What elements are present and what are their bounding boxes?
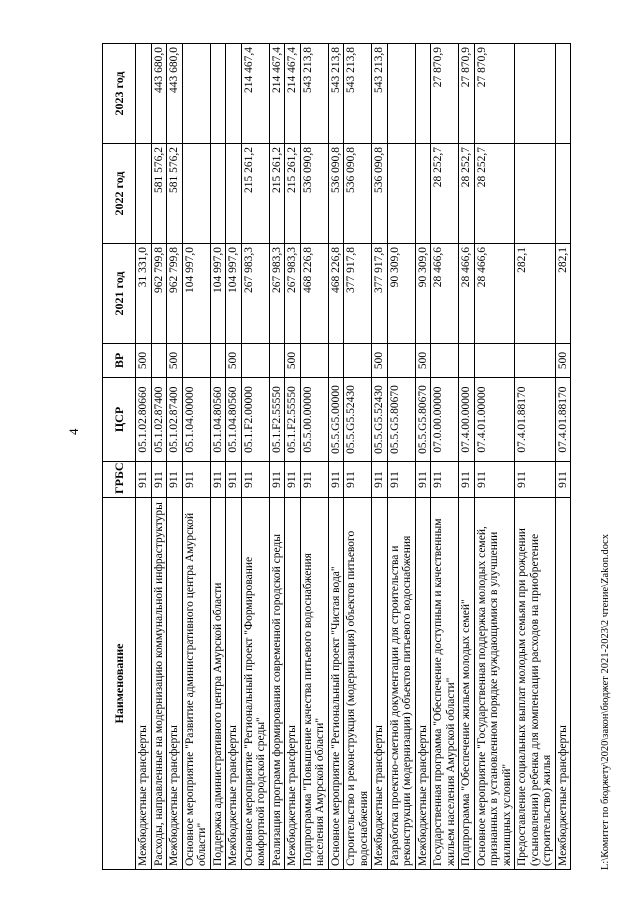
cell-y2023 xyxy=(415,44,431,144)
cell-y2023: 543 213,8 xyxy=(372,44,388,144)
header-2022: 2022 год xyxy=(103,144,136,244)
cell-grbs: 911 xyxy=(226,462,242,498)
cell-name: Основное мероприятие "Государственная поддержка молодых семей, признанных в установленном порядке нуждающимися в улучшении жилищных условий" xyxy=(474,498,515,870)
cell-y2023: 27 870,9 xyxy=(431,44,459,144)
cell-y2022: 536 090,8 xyxy=(328,144,344,244)
cell-y2021: 267 983,3 xyxy=(241,244,269,344)
cell-y2022: 215 261,2 xyxy=(269,144,285,244)
cell-y2023 xyxy=(226,44,242,144)
table-row xyxy=(515,44,556,870)
budget-table xyxy=(102,43,571,870)
cell-name: Реализация программ формирования современной городской среды xyxy=(269,498,285,870)
table-row xyxy=(269,44,285,870)
cell-csr: 05.5.G5.80670 xyxy=(415,378,431,462)
cell-vr xyxy=(210,344,226,378)
cell-name: Государственная программа "Обеспечение доступным и качественным жильем населения Амурской области" xyxy=(431,498,459,870)
cell-vr xyxy=(328,344,344,378)
cell-grbs: 911 xyxy=(210,462,226,498)
cell-grbs: 911 xyxy=(300,462,328,498)
cell-name: Подпрограмма "Обеспечение жильем молодых семей" xyxy=(459,498,475,870)
cell-y2023: 27 870,9 xyxy=(459,44,475,144)
cell-name: Межбюджетные трансферты xyxy=(555,498,571,870)
cell-vr xyxy=(431,344,459,378)
cell-vr xyxy=(459,344,475,378)
cell-y2021: 104 997,0 xyxy=(226,244,242,344)
cell-vr xyxy=(241,344,269,378)
table-row xyxy=(182,44,210,870)
cell-y2021: 104 997,0 xyxy=(210,244,226,344)
cell-y2021: 267 983,3 xyxy=(269,244,285,344)
table-row xyxy=(344,44,372,870)
cell-vr xyxy=(151,344,167,378)
cell-y2023: 214 467,4 xyxy=(285,44,301,144)
cell-vr: 500 xyxy=(285,344,301,378)
cell-grbs: 911 xyxy=(474,462,515,498)
cell-y2021: 28 466,6 xyxy=(431,244,459,344)
cell-grbs: 911 xyxy=(285,462,301,498)
cell-grbs: 911 xyxy=(344,462,372,498)
cell-y2022 xyxy=(136,144,152,244)
cell-grbs: 911 xyxy=(269,462,285,498)
header-name: Наименование xyxy=(103,498,136,870)
cell-y2022: 581 576,2 xyxy=(151,144,167,244)
cell-vr: 500 xyxy=(555,344,571,378)
table-row xyxy=(167,44,183,870)
cell-y2022: 536 090,8 xyxy=(300,144,328,244)
table-row xyxy=(210,44,226,870)
cell-y2023 xyxy=(210,44,226,144)
cell-csr: 05.1.02.87400 xyxy=(167,378,183,462)
cell-y2022 xyxy=(182,144,210,244)
cell-csr: 05.1.02.87400 xyxy=(151,378,167,462)
cell-y2022: 215 261,2 xyxy=(285,144,301,244)
cell-vr: 500 xyxy=(415,344,431,378)
cell-grbs: 911 xyxy=(415,462,431,498)
cell-csr: 07.4.01.00000 xyxy=(474,378,515,462)
table-row xyxy=(136,44,152,870)
cell-y2021: 962 799,8 xyxy=(151,244,167,344)
cell-csr: 05.5.00.00000 xyxy=(300,378,328,462)
cell-csr: 05.1.F2.55550 xyxy=(285,378,301,462)
cell-grbs: 911 xyxy=(555,462,571,498)
cell-y2021: 104 997,0 xyxy=(182,244,210,344)
cell-y2023: 27 870,9 xyxy=(474,44,515,144)
cell-vr: 500 xyxy=(372,344,388,378)
cell-name: Поддержка административного центра Амурской области xyxy=(210,498,226,870)
table-row xyxy=(459,44,475,870)
cell-vr: 500 xyxy=(167,344,183,378)
cell-y2022: 581 576,2 xyxy=(167,144,183,244)
cell-name: Межбюджетные трансферты xyxy=(372,498,388,870)
cell-y2023: 543 213,8 xyxy=(328,44,344,144)
cell-csr: 05.1.04.80560 xyxy=(226,378,242,462)
cell-y2021: 282,1 xyxy=(515,244,556,344)
header-2023: 2023 год xyxy=(103,44,136,144)
table-body xyxy=(136,44,571,870)
cell-y2023: 443 680,0 xyxy=(151,44,167,144)
cell-csr: 05.5.G5.52430 xyxy=(344,378,372,462)
budget-table-wrapper xyxy=(102,44,571,870)
cell-csr: 05.5.G5.80670 xyxy=(387,378,415,462)
cell-y2021: 28 466,6 xyxy=(459,244,475,344)
file-path-footer: L:\Комитет по бюджету\2020\закон\бюджет 2021-2023\2 чтение\Zakon.docx xyxy=(600,534,611,870)
cell-name: Основное мероприятие "Региональный проект "Формирование комфортной городской среды" xyxy=(241,498,269,870)
cell-y2023 xyxy=(182,44,210,144)
cell-y2022: 536 090,8 xyxy=(372,144,388,244)
cell-y2022: 28 252,7 xyxy=(459,144,475,244)
cell-y2022 xyxy=(387,144,415,244)
table-header-row xyxy=(103,44,136,870)
cell-y2022: 215 261,2 xyxy=(241,144,269,244)
table-row xyxy=(241,44,269,870)
cell-grbs: 911 xyxy=(182,462,210,498)
cell-grbs: 911 xyxy=(387,462,415,498)
cell-y2023 xyxy=(515,44,556,144)
header-grbs: ГРБС xyxy=(103,462,136,498)
cell-name: Строительство и реконструкция (модернизация) объектов питьевого водоснабжения xyxy=(344,498,372,870)
cell-y2022 xyxy=(415,144,431,244)
cell-name: Расходы, направленные на модернизацию коммунальной инфраструктуры xyxy=(151,498,167,870)
cell-y2023: 443 680,0 xyxy=(167,44,183,144)
page-number: 4 xyxy=(66,428,81,435)
cell-y2022: 28 252,7 xyxy=(431,144,459,244)
cell-grbs: 911 xyxy=(431,462,459,498)
cell-name: Межбюджетные трансферты xyxy=(285,498,301,870)
cell-y2023 xyxy=(555,44,571,144)
cell-y2023: 543 213,8 xyxy=(344,44,372,144)
cell-grbs: 911 xyxy=(328,462,344,498)
cell-y2021: 468 226,8 xyxy=(328,244,344,344)
cell-y2021: 267 983,3 xyxy=(285,244,301,344)
cell-y2021: 31 331,0 xyxy=(136,244,152,344)
cell-name: Межбюджетные трансферты xyxy=(226,498,242,870)
cell-y2023: 214 467,4 xyxy=(241,44,269,144)
header-csr: ЦСР xyxy=(103,378,136,462)
cell-y2023: 214 467,4 xyxy=(269,44,285,144)
table-row xyxy=(431,44,459,870)
cell-grbs: 911 xyxy=(241,462,269,498)
cell-y2022 xyxy=(226,144,242,244)
cell-y2021: 90 309,0 xyxy=(415,244,431,344)
table-row xyxy=(387,44,415,870)
cell-vr xyxy=(269,344,285,378)
cell-csr: 05.1.04.80560 xyxy=(210,378,226,462)
cell-y2023: 543 213,8 xyxy=(300,44,328,144)
cell-name: Межбюджетные трансферты xyxy=(167,498,183,870)
cell-vr xyxy=(300,344,328,378)
cell-csr: 07.4.00.00000 xyxy=(459,378,475,462)
cell-vr xyxy=(387,344,415,378)
cell-name: Основное мероприятие "Развитие административного центра Амурской области" xyxy=(182,498,210,870)
header-2021: 2021 год xyxy=(103,244,136,344)
cell-vr: 500 xyxy=(136,344,152,378)
cell-grbs: 911 xyxy=(167,462,183,498)
cell-vr: 500 xyxy=(226,344,242,378)
table-row xyxy=(151,44,167,870)
cell-y2021: 962 799,8 xyxy=(167,244,183,344)
cell-grbs: 911 xyxy=(372,462,388,498)
cell-vr xyxy=(474,344,515,378)
cell-name: Межбюджетные трансферты xyxy=(136,498,152,870)
cell-grbs: 911 xyxy=(151,462,167,498)
cell-grbs: 911 xyxy=(136,462,152,498)
table-row xyxy=(555,44,571,870)
table-row xyxy=(285,44,301,870)
cell-name: Предоставление социальных выплат молодым семьям при рождении (усыновлении) ребенка для компенсации расходов на приобретение (строительство) жилья xyxy=(515,498,556,870)
cell-csr: 07.4.01.88170 xyxy=(555,378,571,462)
table-row xyxy=(300,44,328,870)
cell-grbs: 911 xyxy=(515,462,556,498)
cell-y2021: 377 917,8 xyxy=(372,244,388,344)
cell-csr: 05.5.G5.52430 xyxy=(372,378,388,462)
table-row xyxy=(372,44,388,870)
cell-y2022: 536 090,8 xyxy=(344,144,372,244)
header-vr: ВР xyxy=(103,344,136,378)
cell-y2021: 282,1 xyxy=(555,244,571,344)
cell-csr: 07.0.00.00000 xyxy=(431,378,459,462)
cell-name: Основное мероприятие "Региональный проект "Чистая вода" xyxy=(328,498,344,870)
cell-y2021: 468 226,8 xyxy=(300,244,328,344)
cell-y2023 xyxy=(387,44,415,144)
cell-name: Разработка проектно-сметной документации для строительства и реконструкции (модернизации) объектов питьевого водоснабжения xyxy=(387,498,415,870)
cell-y2022 xyxy=(555,144,571,244)
table-row xyxy=(226,44,242,870)
cell-vr xyxy=(182,344,210,378)
cell-csr: 05.1.F2.55550 xyxy=(269,378,285,462)
cell-csr: 05.5.G5.00000 xyxy=(328,378,344,462)
cell-y2021: 28 466,6 xyxy=(474,244,515,344)
cell-grbs: 911 xyxy=(459,462,475,498)
cell-name: Межбюджетные трансферты xyxy=(415,498,431,870)
cell-vr xyxy=(515,344,556,378)
cell-y2022: 28 252,7 xyxy=(474,144,515,244)
table-row xyxy=(474,44,515,870)
cell-csr: 05.1.04.00000 xyxy=(182,378,210,462)
cell-y2022 xyxy=(210,144,226,244)
cell-y2021: 90 309,0 xyxy=(387,244,415,344)
table-row xyxy=(328,44,344,870)
cell-name: Подпрограмма "Повышение качества питьевого водоснабжения населения Амурской области" xyxy=(300,498,328,870)
table-row xyxy=(415,44,431,870)
cell-vr xyxy=(344,344,372,378)
cell-csr: 07.4.01.88170 xyxy=(515,378,556,462)
cell-y2022 xyxy=(515,144,556,244)
cell-csr: 05.1.02.80660 xyxy=(136,378,152,462)
cell-csr: 05.1.F2.00000 xyxy=(241,378,269,462)
cell-y2021: 377 917,8 xyxy=(344,244,372,344)
cell-y2023 xyxy=(136,44,152,144)
